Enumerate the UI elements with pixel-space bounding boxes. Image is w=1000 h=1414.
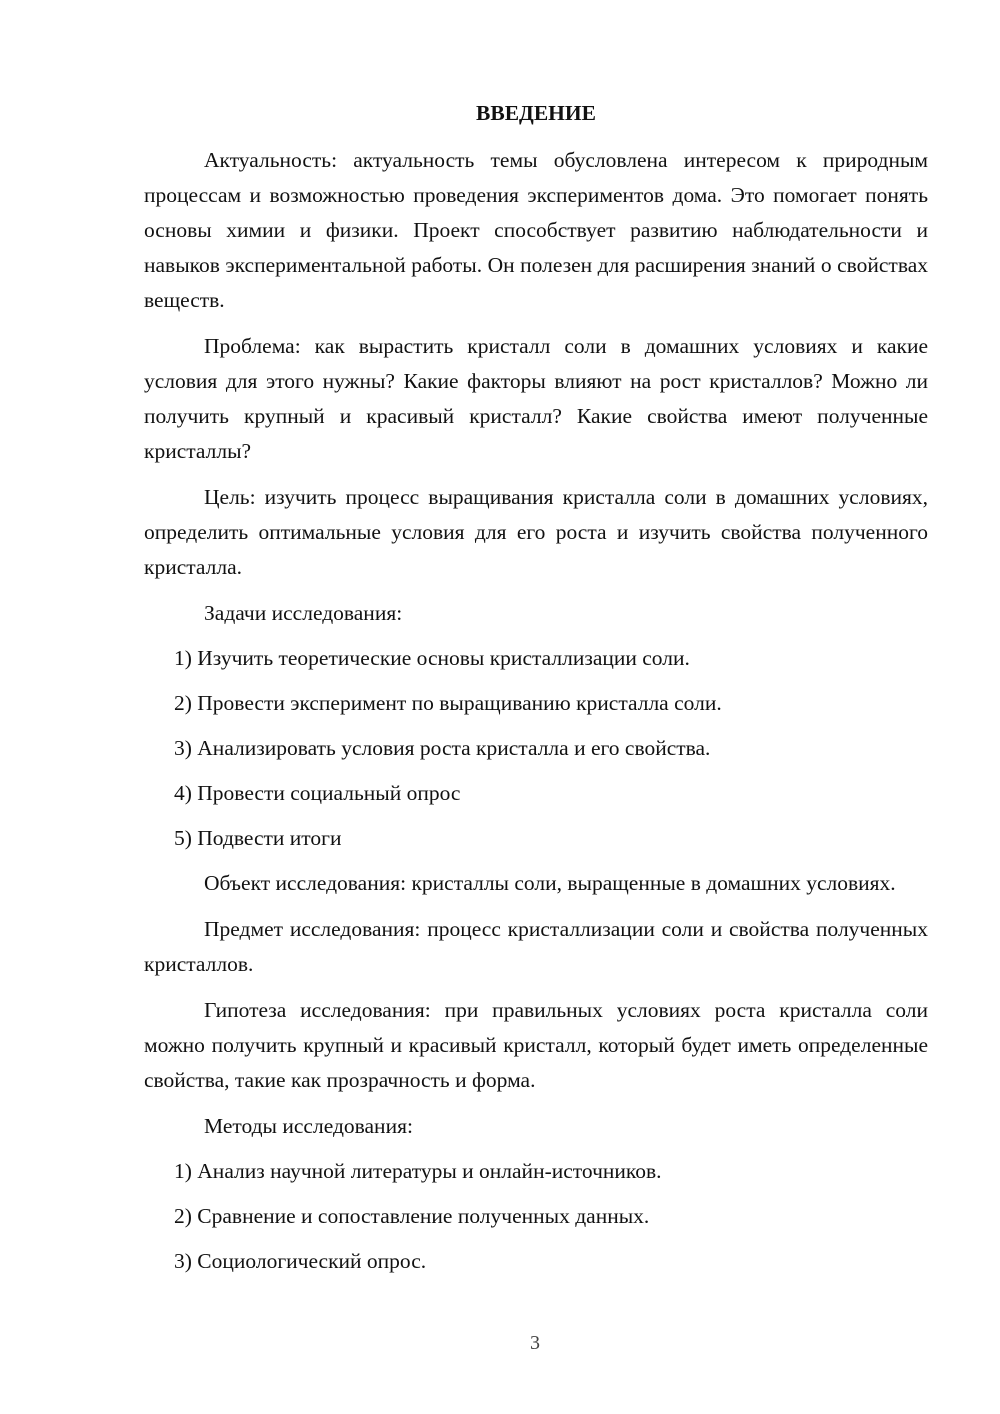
section-title: ВВЕДЕНИЕ	[476, 101, 596, 125]
methods-heading: Методы исследования:	[204, 1114, 413, 1138]
task-item: 5) Подвести итоги	[174, 826, 342, 850]
tasks-heading: Задачи исследования:	[204, 601, 403, 625]
task-item: 1) Изучить теоретические основы кристаллизации соли.	[174, 646, 690, 670]
method-item: 1) Анализ научной литературы и онлайн-источников.	[174, 1159, 662, 1183]
method-item: 2) Сравнение и сопоставление полученных данных.	[174, 1204, 650, 1228]
object-paragraph: Объект исследования: кристаллы соли, выращенные в домашних условиях.	[204, 871, 896, 895]
methods-list	[144, 1154, 928, 1279]
task-item: 2) Провести эксперимент по выращиванию кристалла соли.	[174, 691, 722, 715]
goal-paragraph: Цель: изучить процесс выращивания кристалла соли в домашних условиях, определить оптимальные условия для его роста и изучить свойства полученного кристалла.	[144, 485, 928, 579]
tasks-list	[144, 641, 928, 856]
task-item: 3) Анализировать условия роста кристалла и его свойства.	[174, 736, 711, 760]
document-page	[144, 96, 928, 1289]
method-item: 3) Социологический опрос.	[174, 1249, 427, 1273]
task-item: 4) Провести социальный опрос	[174, 781, 461, 805]
hypothesis-paragraph: Гипотеза исследования: при правильных условиях роста кристалла соли можно получить крупный и красивый кристалл, который будет иметь определенные свойства, такие как прозрачность и форма.	[144, 998, 928, 1092]
subject-paragraph: Предмет исследования: процесс кристаллизации соли и свойства полученных кристаллов.	[144, 917, 928, 976]
page-number: 3	[530, 1332, 540, 1354]
relevance-paragraph: Актуальность: актуальность темы обусловлена интересом к природным процессам и возможностью проведения экспериментов дома. Это помогает понять основы химии и физики. Проект способствует развитию наблюдательности и навыков экспериментальной работы. Он полезен для расширения знаний о свойствах веществ.	[144, 148, 928, 312]
problem-paragraph: Проблема: как вырастить кристалл соли в домашних условиях и какие условия для этого нужны? Какие факторы влияют на рост кристаллов? Можно ли получить крупный и красивый кристалл? Какие свойства имеют полученные кристаллы?	[144, 334, 928, 463]
